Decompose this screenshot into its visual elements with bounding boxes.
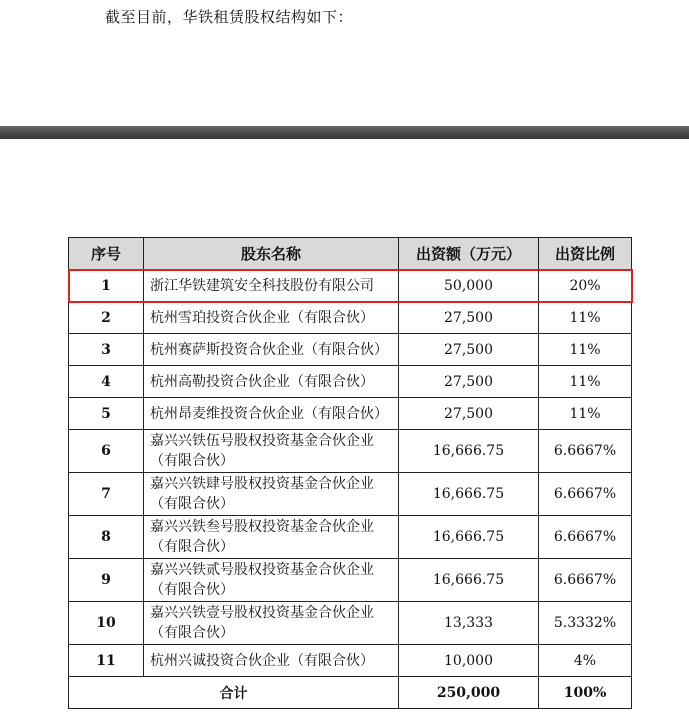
row-shareholder-name: 嘉兴兴铁肆号股权投资基金合伙企业（有限合伙） [144, 473, 399, 516]
row-shareholder-name: 杭州赛萨斯投资合伙企业（有限合伙） [144, 334, 399, 366]
row-no: 3 [69, 334, 144, 366]
row-shareholder-name: 杭州昂麦维投资合伙企业（有限合伙） [144, 398, 399, 430]
row-ratio: 11% [539, 366, 632, 398]
row-amount: 27,500 [399, 302, 539, 334]
row-amount: 16,666.75 [399, 559, 539, 602]
row-no: 8 [69, 516, 144, 559]
row-amount: 13,333 [399, 602, 539, 645]
row-shareholder-name: 杭州高勒投资合伙企业（有限合伙） [144, 366, 399, 398]
row-ratio: 6.6667% [539, 559, 632, 602]
row-no: 9 [69, 559, 144, 602]
table-header-row [69, 238, 632, 270]
total-amount: 250,000 [399, 677, 539, 709]
row-amount: 27,500 [399, 334, 539, 366]
row-shareholder-name: 嘉兴兴铁壹号股权投资基金合伙企业（有限合伙） [144, 602, 399, 645]
header-shareholder-name: 股东名称 [144, 238, 399, 270]
row-ratio: 6.6667% [539, 516, 632, 559]
row-no: 1 [69, 270, 144, 302]
row-no: 6 [69, 430, 144, 473]
table-row [69, 559, 632, 602]
table-row [69, 473, 632, 516]
header-ratio: 出资比例 [539, 238, 632, 270]
intro-text: 截至目前，华铁租赁股权结构如下： [105, 8, 354, 26]
row-no: 5 [69, 398, 144, 430]
row-amount: 16,666.75 [399, 430, 539, 473]
table-total-row [69, 677, 632, 709]
page-divider-band [0, 126, 689, 139]
row-ratio: 6.6667% [539, 473, 632, 516]
row-no: 10 [69, 602, 144, 645]
table-row [69, 398, 632, 430]
table-row [69, 430, 632, 473]
row-ratio: 20% [539, 270, 632, 302]
row-amount: 16,666.75 [399, 473, 539, 516]
table-row [69, 602, 632, 645]
row-ratio: 11% [539, 334, 632, 366]
total-label: 合计 [69, 677, 399, 709]
row-no: 2 [69, 302, 144, 334]
row-ratio: 5.3332% [539, 602, 632, 645]
row-no: 11 [69, 645, 144, 677]
table-row [69, 302, 632, 334]
row-shareholder-name: 嘉兴兴铁伍号股权投资基金合伙企业（有限合伙） [144, 430, 399, 473]
table-row [69, 334, 632, 366]
header-amount: 出资额（万元） [399, 238, 539, 270]
header-no: 序号 [69, 238, 144, 270]
row-amount: 10,000 [399, 645, 539, 677]
row-amount: 27,500 [399, 366, 539, 398]
row-ratio: 4% [539, 645, 632, 677]
row-shareholder-name: 杭州雪珀投资合伙企业（有限合伙） [144, 302, 399, 334]
row-ratio: 6.6667% [539, 430, 632, 473]
row-shareholder-name: 浙江华铁建筑安全科技股份有限公司 [144, 270, 399, 302]
row-ratio: 11% [539, 302, 632, 334]
equity-structure-table [68, 237, 632, 709]
row-shareholder-name: 嘉兴兴铁贰号股权投资基金合伙企业（有限合伙） [144, 559, 399, 602]
total-ratio: 100% [539, 677, 632, 709]
row-shareholder-name: 杭州兴诚投资合伙企业（有限合伙） [144, 645, 399, 677]
table-row [69, 645, 632, 677]
row-amount: 27,500 [399, 398, 539, 430]
row-ratio: 11% [539, 398, 632, 430]
table-row [69, 516, 632, 559]
row-shareholder-name: 嘉兴兴铁叁号股权投资基金合伙企业（有限合伙） [144, 516, 399, 559]
row-no: 4 [69, 366, 144, 398]
row-amount: 16,666.75 [399, 516, 539, 559]
row-no: 7 [69, 473, 144, 516]
table-row [69, 366, 632, 398]
table-row-highlighted [69, 270, 632, 302]
row-amount: 50,000 [399, 270, 539, 302]
